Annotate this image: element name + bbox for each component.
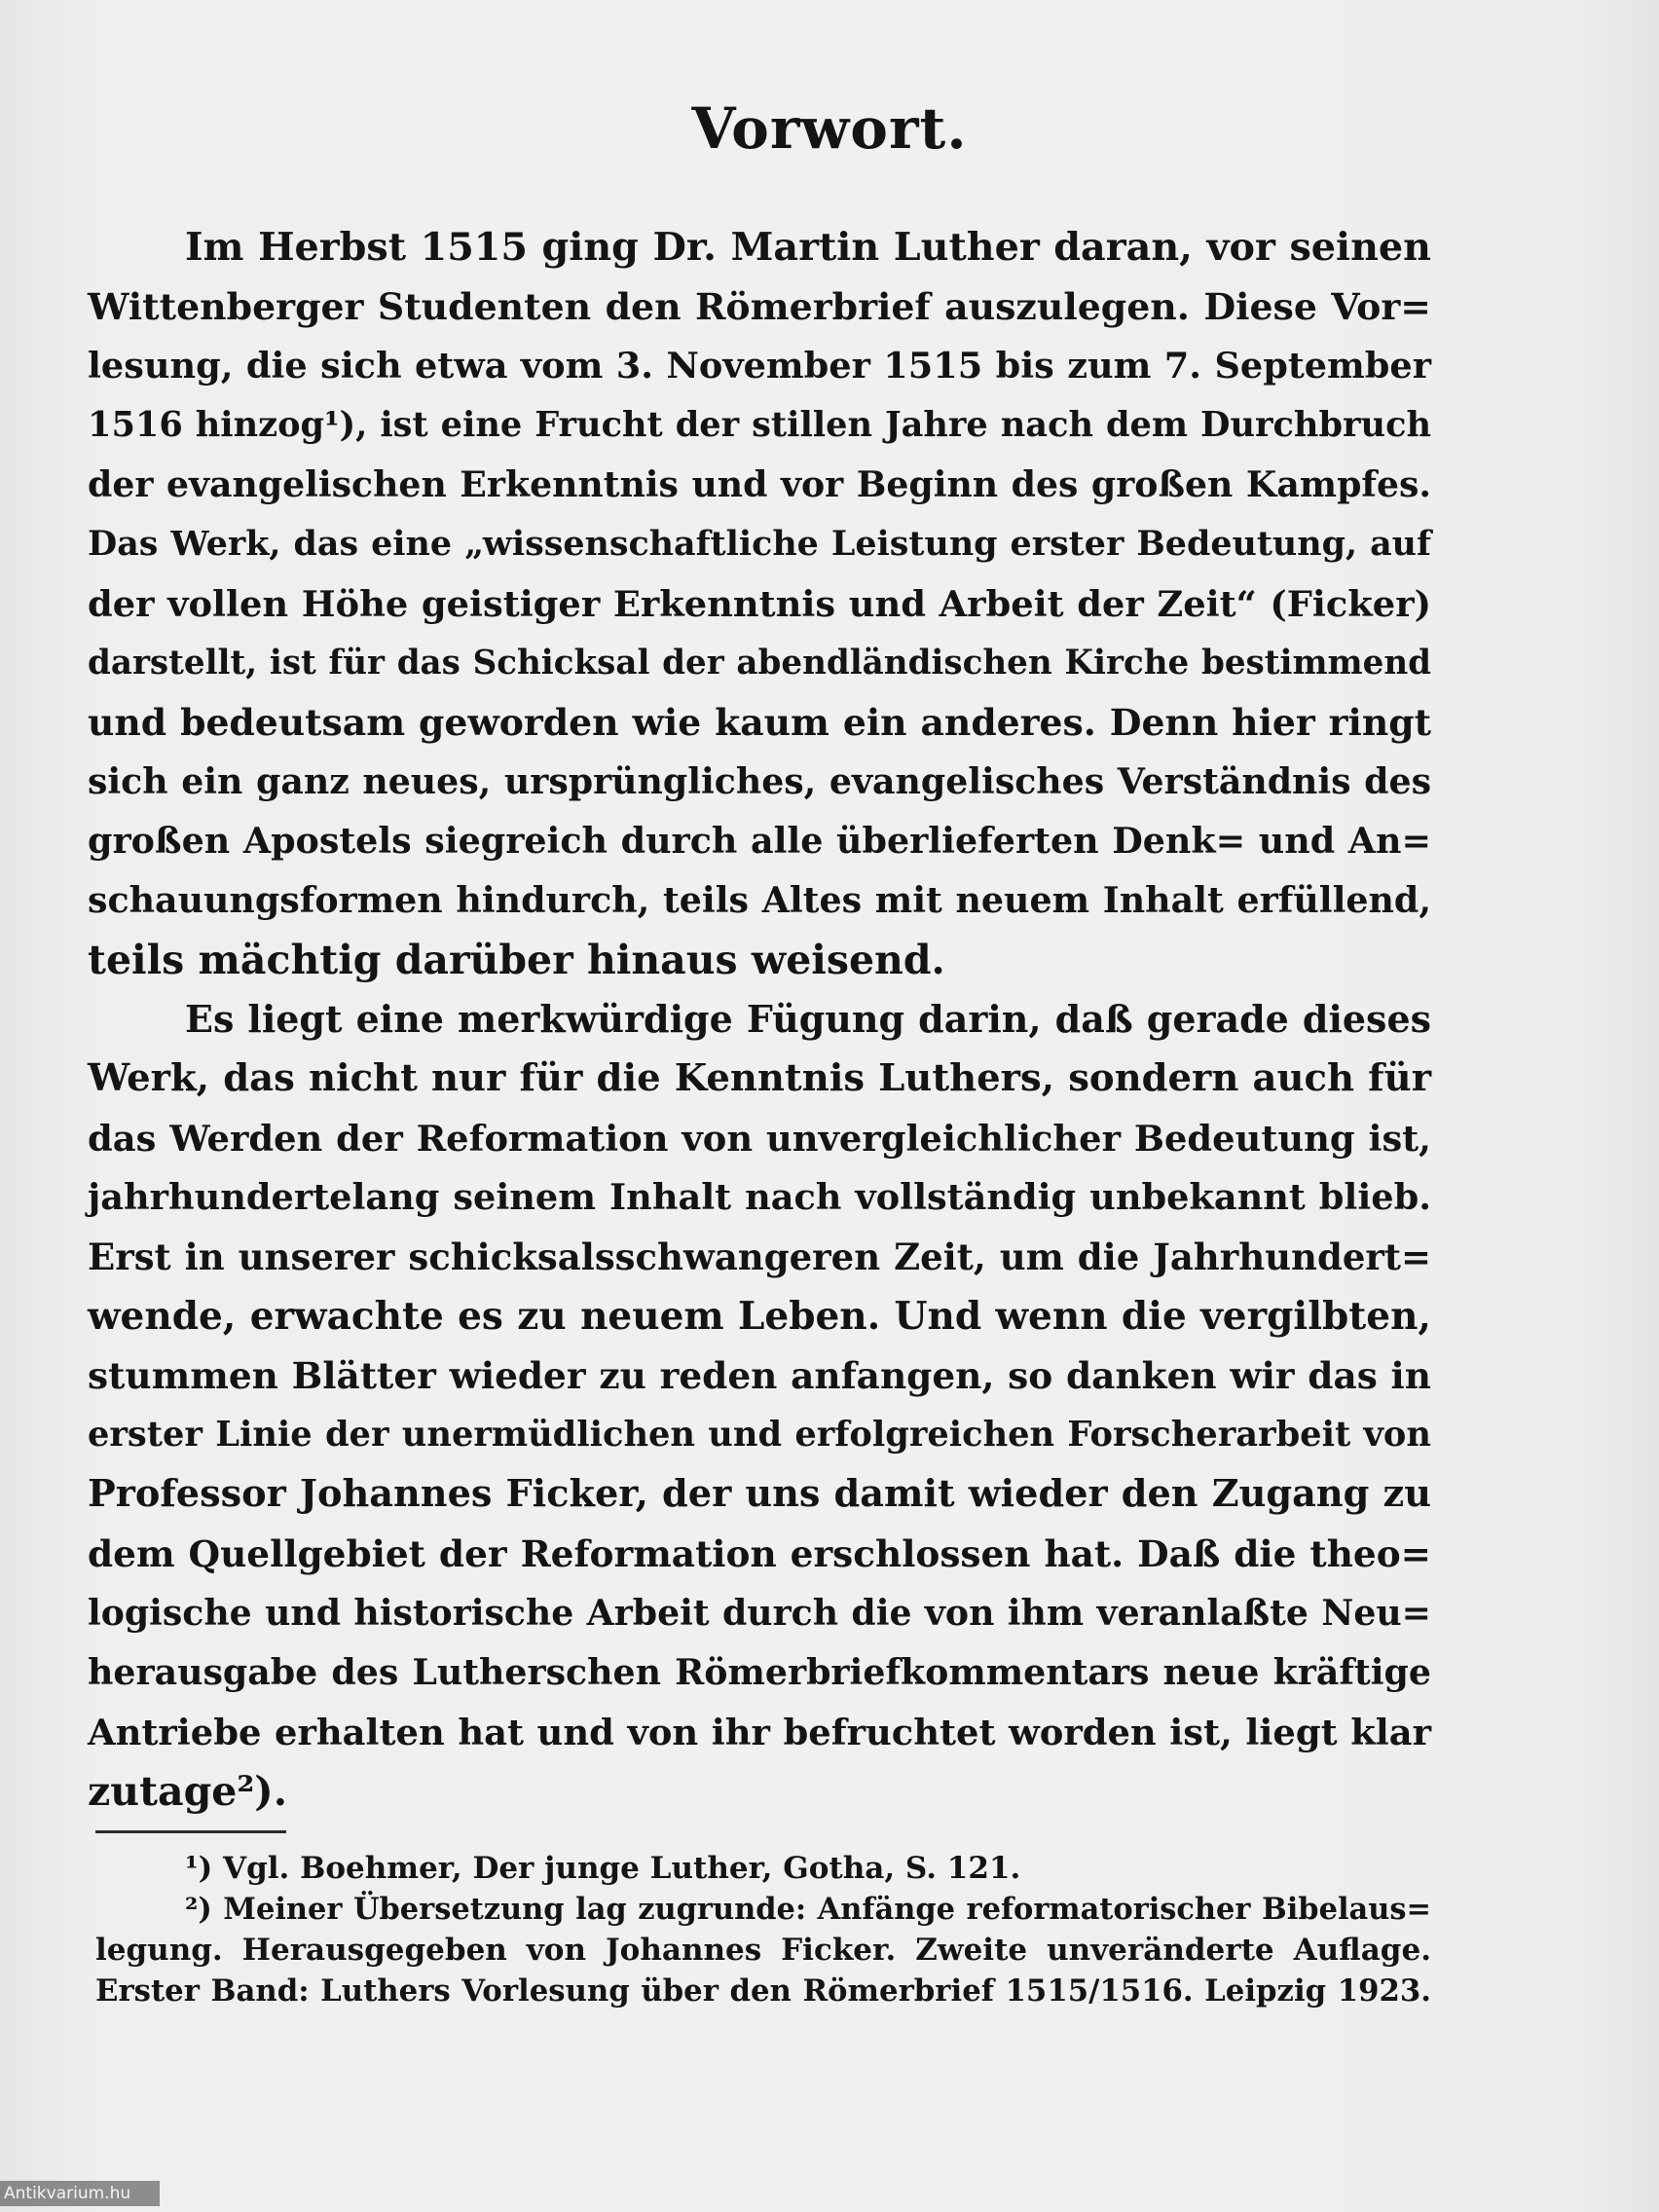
text-line: Wittenberger Studenten den Römerbrief auszulegen. Diese Vor= (88, 284, 1431, 328)
text-line: 1516 hinzog¹), ist eine Frucht der stillen Jahre nach dem Durchbruch (88, 405, 1431, 445)
text-line: stummen Blätter wieder zu reden anfangen, so danken wir das in (88, 1354, 1431, 1397)
text-line: dem Quellgebiet der Reformation erschlossen hat. Daß die theo= (88, 1532, 1431, 1575)
text-line: Antriebe erhalten hat und von ihr befruchtet worden ist, liegt klar (88, 1711, 1431, 1753)
text-line: logische und historische Arbeit durch die von ihm veranlaßte Neu= (88, 1592, 1431, 1634)
text-line: Erst in unserer schicksalsschwangeren Zeit, um die Jahrhundert= (88, 1235, 1431, 1278)
text-line: Es liegt eine merkwürdige Fügung darin, daß gerade dieses (185, 997, 1431, 1041)
text-line: der vollen Höhe geistiger Erkenntnis und Arbeit der Zeit“ (Ficker) (88, 582, 1431, 625)
footnote-line: Erster Band: Luthers Vorlesung über den Römerbrief 1515/1516. Leipzig 1923. (95, 1973, 1431, 2009)
text-line: teils mächtig darüber hinaus weisend. (88, 937, 945, 983)
text-line: schauungsformen hindurch, teils Altes mit neuem Inhalt erfüllend, (88, 879, 1431, 921)
footnote-line: ²) Meiner Übersetzung lag zugrunde: Anfänge reformatorischer Bibelaus= (185, 1892, 1431, 1927)
text-line: jahrhundertelang seinem Inhalt nach vollständig unbekannt blieb. (88, 1176, 1431, 1218)
text-line: das Werden der Reformation von unvergleichlicher Bedeutung ist, (88, 1117, 1431, 1160)
footnote-divider (95, 1830, 286, 1833)
text-line: herausgabe des Lutherschen Römerbriefkommentars neue kräftige (88, 1651, 1431, 1693)
text-line: zutage²). (88, 1768, 287, 1815)
footnote-line: ¹) Vgl. Boehmer, Der junge Luther, Gotha, S. 121. (185, 1851, 1021, 1886)
text-line: und bedeutsam geworden wie kaum ein anderes. Denn hier ringt (88, 701, 1431, 744)
page-title: Vorwort. (691, 95, 968, 162)
text-line: der evangelischen Erkenntnis und vor Beginn des großen Kampfes. (88, 463, 1431, 505)
text-line: wende, erwachte es zu neuem Leben. Und wenn die vergilbten, (88, 1294, 1431, 1339)
text-line: Werk, das nicht nur für die Kenntnis Luthers, sondern auch für (88, 1056, 1431, 1100)
footnote-line: legung. Herausgegeben von Johannes Ficker. Zweite unveränderte Auflage. (95, 1933, 1431, 1968)
text-line: Im Herbst 1515 ging Dr. Martin Luther daran, vor seinen (185, 225, 1431, 270)
text-line: darstellt, ist für das Schicksal der abendländischen Kirche bestimmend (88, 644, 1431, 682)
text-line: Professor Johannes Ficker, der uns damit wieder den Zugang zu (88, 1472, 1431, 1516)
watermark: Antikvarium.hu (0, 2181, 160, 2206)
text-line: lesung, die sich etwa vom 3. November 1515 bis zum 7. September (88, 345, 1431, 387)
text-line: erster Linie der unermüdlichen und erfolgreichen Forscherarbeit von (88, 1415, 1431, 1455)
text-line: sich ein ganz neues, ursprüngliches, evangelisches Verständnis des (88, 760, 1431, 802)
text-line: Das Werk, das eine „wissenschaftliche Leistung erster Bedeutung, auf (88, 524, 1431, 564)
text-line: großen Apostels siegreich durch alle überlieferten Denk= und An= (88, 820, 1431, 862)
